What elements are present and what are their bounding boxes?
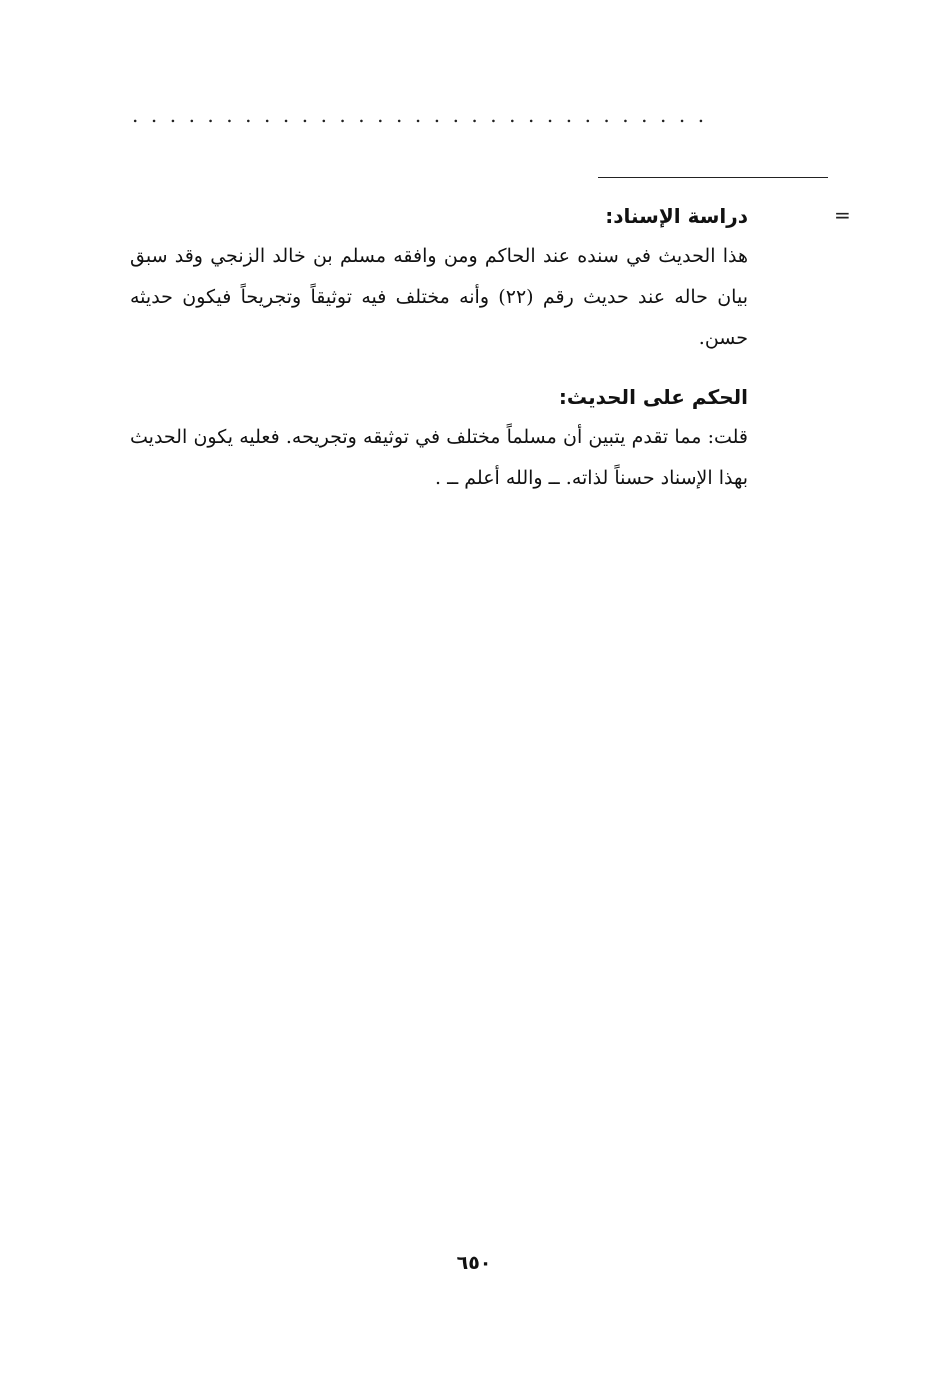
- footnote-rule: [598, 177, 828, 178]
- section-body-isnad-study: هذا الحديث في سنده عند الحاكم ومن وافقه مسلم بن خالد الزنجي وقد سبق بيان حاله عند حديث رقم (٢٢) وأنه مختلف فيه توثيقاً وتجريحاً فيكون حديثه حسن.: [130, 245, 748, 349]
- page-content: [130, 196, 748, 499]
- section-body-hadith-ruling: قلت: مما تقدم يتبين أن مسلماً مختلف في توثيقه وتجريحه. فعليه يكون الحديث بهذا الإسناد حسناً لذاته. ــ والله أعلم ــ .: [130, 426, 748, 489]
- section-heading-hadith-ruling: الحكم على الحديث:: [558, 385, 748, 409]
- continuation-marker: =: [834, 203, 851, 227]
- page-number: ٦٥٠: [456, 1252, 492, 1274]
- dotted-separator: ...............................: [132, 104, 717, 126]
- section-spacer: [130, 359, 748, 377]
- section-heading-isnad-study: دراسة الإسناد:: [605, 204, 748, 228]
